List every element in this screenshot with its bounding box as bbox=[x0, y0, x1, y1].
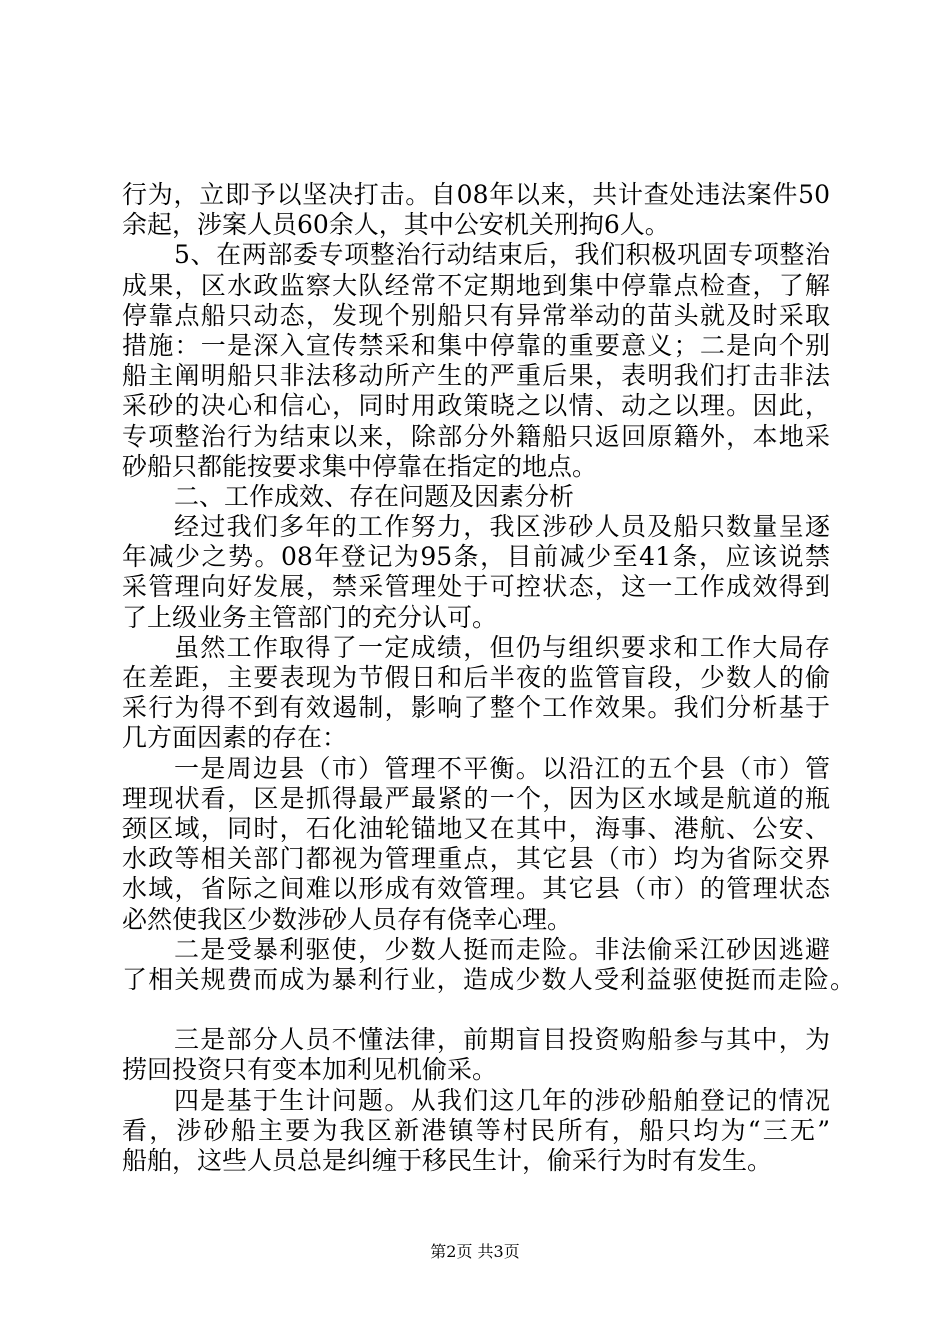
paragraph bbox=[122, 1025, 862, 1085]
paragraph bbox=[122, 240, 862, 482]
blank-line bbox=[122, 995, 862, 1025]
text-line: 采砂的决心和信心，同时用政策晓之以情、动之以理。因此， bbox=[122, 391, 830, 421]
document-body bbox=[122, 180, 862, 1176]
text-line: 砂船只都能按要求集中停靠在指定的地点。 bbox=[122, 451, 598, 481]
text-line: 颈区域，同时，石化油轮锚地又在其中，海事、港航、公安、 bbox=[122, 813, 830, 843]
text-line: 一是周边县（市）管理不平衡。以沿江的五个县（市）管 bbox=[174, 753, 830, 783]
text-line: 措施：一是深入宣传禁采和集中停靠的重要意义；二是向个别 bbox=[122, 330, 830, 360]
text-line: 经过我们多年的工作努力，我区涉砂人员及船只数量呈逐 bbox=[174, 512, 830, 542]
text-line: 必然使我区少数涉砂人员存有侥幸心理。 bbox=[122, 904, 573, 934]
text-line: 余起，涉案人员60余人，其中公安机关刑拘6人。 bbox=[122, 210, 670, 240]
text-line: 三是部分人员不懂法律，前期盲目投资购船参与其中，为 bbox=[174, 1025, 830, 1055]
text-line: 5、在两部委专项整治行动结束后，我们积极巩固专项整治 bbox=[174, 240, 830, 270]
text-line: 二、工作成效、存在问题及因素分析 bbox=[174, 481, 575, 511]
text-line: 理现状看，区是抓得最严最紧的一个，因为区水域是航道的瓶 bbox=[122, 783, 830, 813]
paragraph bbox=[122, 1086, 862, 1177]
page-number-footer: 第2页 共3页 bbox=[430, 1242, 520, 1261]
text-line: 几方面因素的存在： bbox=[122, 723, 348, 753]
text-line: 行为，立即予以坚决打击。自08年以来，共计查处违法案件50 bbox=[122, 180, 830, 209]
text-line: 在差距，主要表现为节假日和后半夜的监管盲段，少数人的偷 bbox=[122, 663, 830, 692]
text-line: 船舶，这些人员总是纠缠于移民生计，偷采行为时有发生。 bbox=[122, 1146, 773, 1175]
text-line: 成果，区水政监察大队经常不定期地到集中停靠点检查，了解 bbox=[122, 270, 830, 300]
text-line: 采管理向好发展，禁采管理处于可控状态，这一工作成效得到 bbox=[122, 572, 830, 602]
text-line: 停靠点船只动态，发现个别船只有异常举动的苗头就及时采取 bbox=[122, 300, 830, 330]
paragraph bbox=[122, 754, 862, 935]
section-heading bbox=[122, 482, 862, 512]
text-line: 四是基于生计问题。从我们这几年的涉砂船舶登记的情况 bbox=[174, 1085, 830, 1115]
text-line: 看，涉砂船主要为我区新港镇等村民所有，船只均为“三无” bbox=[122, 1115, 830, 1145]
text-line: 二是受暴利驱使，少数人挺而走险。非法偷采江砂因逃避 bbox=[174, 934, 830, 964]
text-line: 了上级业务主管部门的充分认可。 bbox=[122, 602, 498, 632]
text-line: 采行为得不到有效遏制，影响了整个工作效果。我们分析基于 bbox=[122, 693, 830, 723]
text-line: 水域，省际之间难以形成有效管理。其它县（市）的管理状态 bbox=[122, 874, 830, 904]
paragraph bbox=[122, 633, 862, 754]
text-line: 船主阐明船只非法移动所产生的严重后果，表明我们打击非法 bbox=[122, 361, 830, 391]
text-line: 专项整治行为结束以来，除部分外籍船只返回原籍外，本地采 bbox=[122, 421, 830, 451]
text-line: 水政等相关部门都视为管理重点，其它县（市）均为省际交界 bbox=[122, 844, 830, 874]
text-line: 了相关规费而成为暴利行业，造成少数人受利益驱使挺而走险。 bbox=[122, 964, 855, 994]
paragraph bbox=[122, 935, 862, 995]
text-line: 年减少之势。08年登记为95条，目前减少至41条，应该说禁 bbox=[122, 542, 830, 572]
text-line: 捞回投资只有变本加利见机偷采。 bbox=[122, 1055, 498, 1085]
paragraph bbox=[122, 512, 862, 633]
text-line: 虽然工作取得了一定成绩，但仍与组织要求和工作大局存 bbox=[174, 632, 830, 662]
paragraph bbox=[122, 180, 862, 240]
